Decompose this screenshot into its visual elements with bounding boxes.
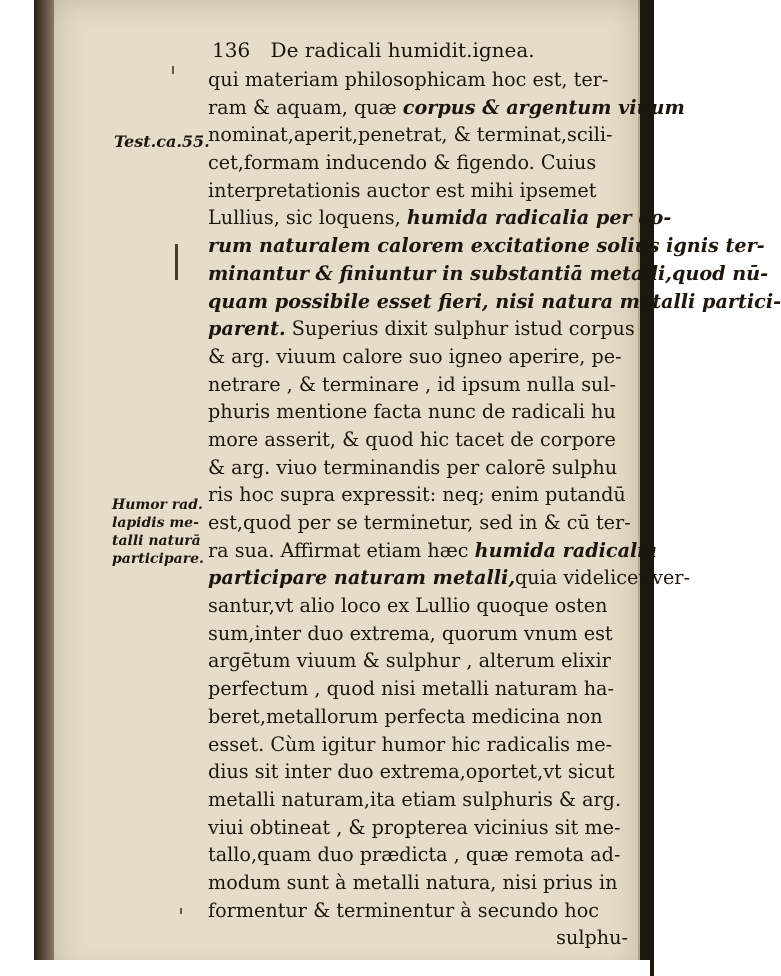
page-edge-shadow <box>640 0 654 976</box>
text-line <box>208 454 628 482</box>
text-segment: tallo,quam duo prædicta , quæ remota ad- <box>208 843 621 867</box>
italic-segment: humida radicalia per eo- <box>406 206 672 230</box>
text-segment: ra sua. Affirmat etiam hæc <box>208 538 475 562</box>
text-line <box>208 620 628 648</box>
text-line <box>208 232 765 260</box>
text-segment: sum,inter duo extrema, quorum vnum est <box>208 621 613 645</box>
text-line <box>208 564 690 592</box>
running-header <box>212 38 535 62</box>
text-line <box>208 814 628 842</box>
text-line <box>208 758 628 786</box>
text-line <box>208 260 769 288</box>
text-segment: esset. Cùm igitur humor hic radicalis me- <box>208 732 613 756</box>
text-line <box>208 703 628 731</box>
text-line <box>208 509 631 537</box>
margin-gloss <box>112 496 204 568</box>
text-line <box>208 426 628 454</box>
text-line <box>208 66 628 94</box>
text-line <box>208 204 672 232</box>
book-gutter-shadow <box>34 0 54 976</box>
text-segment: ram & aquam, quæ <box>208 95 403 119</box>
margin-gloss-line: talli naturā <box>112 533 201 549</box>
text-line <box>208 537 658 565</box>
text-segment: beret,metallorum perfecta medicina non <box>208 704 603 728</box>
text-segment: netrare , & terminare , id ipsum nulla sul- <box>208 372 617 396</box>
ink-speck <box>172 66 174 74</box>
text-line <box>208 592 628 620</box>
text-line <box>208 897 628 925</box>
text-segment: & arg. viuum calore suo igneo aperire, pe- <box>208 344 622 368</box>
text-segment: Lullius, sic loquens, <box>208 206 407 230</box>
text-line <box>208 924 628 952</box>
text-segment: phuris mentione facta nunc de radicali hu <box>208 400 616 424</box>
text-segment: metalli naturam,ita etiam sulphuris & arg. <box>208 787 622 811</box>
text-segment: dius sit inter duo extrema,oportet,vt sicut <box>208 760 615 784</box>
italic-segment: rum naturalem calorem excitatione solius ignis ter- <box>208 234 765 258</box>
text-segment: ris hoc supra expressit: neq; enim putandū <box>208 483 626 507</box>
text-line <box>208 177 628 205</box>
margin-reference: Test.ca.55. <box>114 132 210 151</box>
text-line <box>208 343 628 371</box>
text-segment: more asserit, & quod hic tacet de corpore <box>208 427 616 451</box>
margin-gloss-line: participare. <box>112 551 204 567</box>
italic-segment: humida radicalia <box>474 538 658 562</box>
text-segment: santur,vt alio loco ex Lullio quoque osten <box>208 594 608 618</box>
text-segment: qui materiam philosophicam hoc est, ter- <box>208 68 609 91</box>
scan-bottom-margin <box>34 960 650 976</box>
italic-segment: corpus & argentum viuum <box>402 95 685 119</box>
text-segment: interpretationis auctor est mihi ipsemet <box>208 178 597 202</box>
text-line <box>208 94 685 122</box>
text-line <box>208 371 628 399</box>
italic-segment: quam possibile esset fieri, nisi natura metalli partici- <box>208 289 781 313</box>
text-segment: viui obtineat , & propterea vicinius sit me- <box>208 815 621 839</box>
text-segment: modum sunt à metalli natura, nisi prius in <box>208 870 618 894</box>
text-line <box>208 869 628 897</box>
text-line <box>208 315 635 343</box>
text-segment: argētum viuum & sulphur , alterum elixir <box>208 649 611 673</box>
text-segment: Superius dixit sulphur istud corpus <box>285 317 635 341</box>
text-segment: perfectum , quod nisi metalli naturam ha- <box>208 677 614 701</box>
body-text <box>208 66 781 952</box>
page-number: 136 <box>212 38 251 62</box>
text-segment: cet,formam inducendo & figendo. Cuius <box>208 151 597 175</box>
text-line <box>208 481 628 509</box>
text-segment: & arg. viuo terminandis per calorē sulphu <box>208 455 618 479</box>
text-line <box>208 731 628 759</box>
ink-speck <box>175 244 178 280</box>
text-segment: sulphu- <box>556 926 628 950</box>
italic-segment: parent. <box>208 317 286 341</box>
text-line <box>208 675 628 703</box>
text-segment: formentur & terminentur à secundo hoc <box>208 898 600 922</box>
margin-gloss-line: Humor rad. <box>112 497 203 513</box>
ink-speck <box>180 908 182 914</box>
italic-segment: minantur & finiuntur in substantiā metalli,quod nū- <box>208 261 769 285</box>
text-line <box>208 121 628 149</box>
text-segment: quia videlicet ver- <box>515 566 690 590</box>
margin-gloss-line: lapidis me- <box>112 515 199 531</box>
text-line <box>208 288 781 316</box>
text-line <box>208 841 628 869</box>
text-line <box>208 647 628 675</box>
text-segment: est,quod per se terminetur, sed in & cū ter- <box>208 511 631 534</box>
text-line <box>208 786 628 814</box>
text-line <box>208 398 628 426</box>
text-segment: nominat,aperit,penetrat, & terminat,scili- <box>208 123 613 147</box>
text-line <box>208 149 628 177</box>
running-head-title: De radicali humidit.ignea. <box>270 38 535 62</box>
italic-segment: participare naturam metalli, <box>208 566 515 590</box>
